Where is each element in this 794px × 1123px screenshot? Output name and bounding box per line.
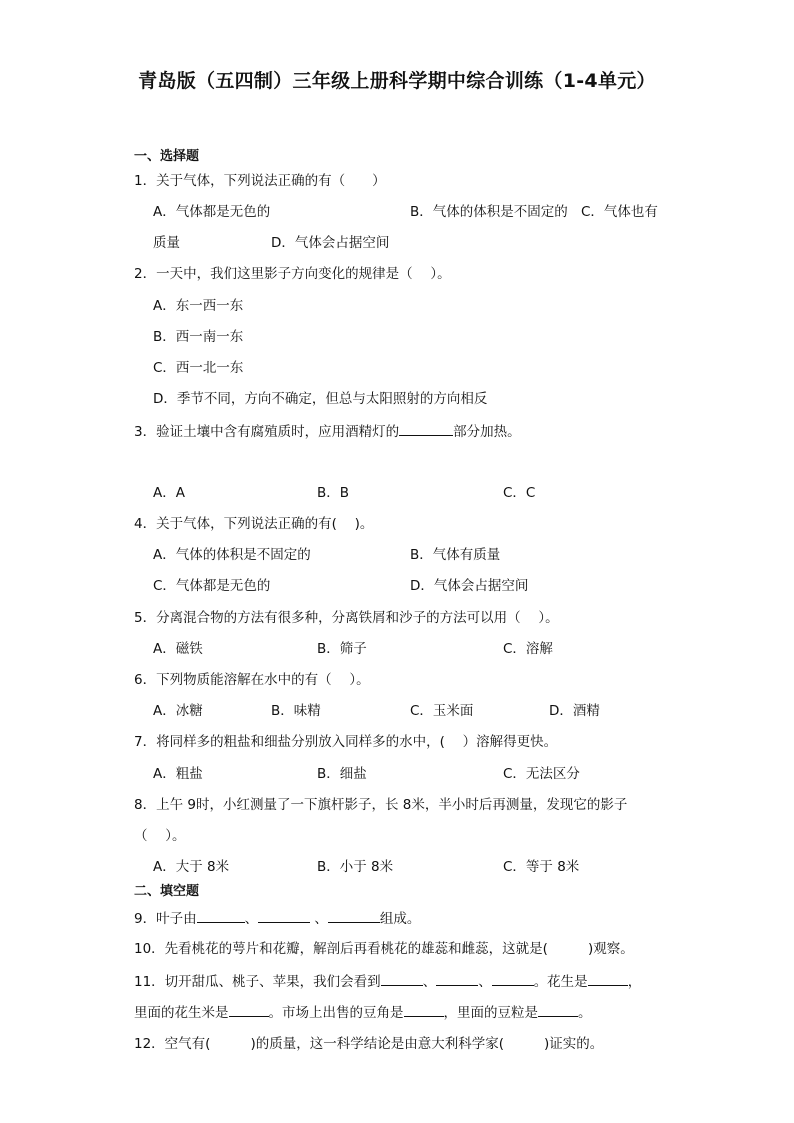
question-5-stem: 5．分离混合物的方法有很多种，分离铁屑和沙子的方法可以用（ ）。 (134, 610, 559, 626)
question-11-end: ， (627, 974, 642, 990)
question-9-sep: 、 (244, 911, 259, 927)
answer-blank[interactable] (381, 971, 423, 986)
question-12 (134, 1034, 603, 1054)
question-7-stem: 7．将同样多的粗盐和细盐分别放入同样多的水中，( ）溶解得更快。 (134, 734, 558, 750)
question-3-option-c: C．C (503, 485, 536, 501)
question-5-option-b: B．筛子 (317, 641, 367, 657)
question-8-option-c: C．等于 8米 (503, 859, 580, 875)
question-11-end: 。 (578, 1005, 592, 1021)
question-11-mid: 。花生是 (533, 974, 588, 990)
page-title: 青岛版（五四制）三年级上册科学期中综合训练（1-4单元） (138, 70, 656, 92)
question-4-option-d: D．气体会占据空间 (410, 578, 529, 594)
question-1-option-a: A．气体都是无色的 (153, 204, 271, 220)
question-2-option-b: B．西一南一东 (153, 329, 244, 345)
question-11-line-2 (134, 1002, 592, 1023)
question-6-option-a: A．冰糖 (153, 703, 203, 719)
answer-blank[interactable] (436, 971, 478, 986)
question-6-option-b: B．味精 (271, 703, 321, 719)
question-3-stem (134, 421, 521, 442)
question-11-mid: ，里面的豆粒是 (443, 1005, 538, 1021)
question-10-pre: 10．先看桃花的萼片和花瓣，解剖后再看桃花的雄蕊和雌蕊，这就是( (134, 941, 548, 957)
question-12-pre: 12．空气有( (134, 1036, 211, 1052)
question-4-option-c: C．气体都是无色的 (153, 578, 271, 594)
section-heading-fill: 二、填空题 (134, 884, 200, 899)
question-6-stem: 6．下列物质能溶解在水中的有（ ）。 (134, 672, 370, 688)
question-2-option-d: D．季节不同，方向不确定，但总与太阳照射的方向相反 (153, 391, 488, 407)
question-6-option-c: C．玉米面 (410, 703, 474, 719)
question-8-option-b: B．小于 8米 (317, 859, 394, 875)
question-7-option-b: B．细盐 (317, 766, 367, 782)
section-heading-choice: 一、选择题 (134, 149, 200, 164)
question-1-stem: 1．关于气体，下列说法正确的有（ ） (134, 173, 386, 189)
question-2-option-a: A．东一西一东 (153, 298, 244, 314)
question-9-post: 组成。 (379, 911, 421, 927)
question-1-option-b: B．气体的体积是不固定的 (410, 204, 568, 220)
question-11-mid: 。市场上出售的豆角是 (268, 1005, 404, 1021)
question-2-stem: 2．一天中，我们这里影子方向变化的规律是（ ）。 (134, 266, 451, 282)
question-9 (134, 908, 420, 929)
question-7-option-a: A．粗盐 (153, 766, 203, 782)
question-9-sep: 、 (310, 911, 328, 927)
question-1-option-c-cont: 质量 (153, 235, 180, 251)
question-5-option-c: C．溶解 (503, 641, 553, 657)
question-10-post: )观察。 (587, 941, 634, 957)
answer-blank[interactable] (328, 908, 380, 923)
answer-blank[interactable] (258, 908, 310, 923)
question-8-stem-cont: （ ）。 (134, 828, 186, 844)
answer-blank[interactable] (492, 971, 534, 986)
answer-blank[interactable] (404, 1002, 444, 1017)
answer-blank[interactable] (399, 421, 453, 436)
question-11-line-1 (134, 971, 641, 992)
answer-blank[interactable] (538, 1002, 578, 1017)
question-10 (134, 939, 634, 959)
question-12-mid: )的质量，这一科学结论是由意大利科学家( (250, 1036, 504, 1052)
question-6-option-d: D．酒精 (549, 703, 600, 719)
answer-blank[interactable] (197, 908, 245, 923)
question-3-option-a: A．A (153, 485, 185, 501)
question-9-pre: 9．叶子由 (134, 911, 197, 927)
question-8-stem: 8．上午 9时，小红测量了一下旗杆影子，长 8米，半小时后再测量，发现它的影子 (134, 797, 628, 813)
question-3-option-b: B．B (317, 485, 350, 501)
question-4-option-a: A．气体的体积是不固定的 (153, 547, 311, 563)
question-4-stem: 4．关于气体，下列说法正确的有( )。 (134, 516, 374, 532)
question-3-stem-post: 部分加热。 (453, 424, 521, 440)
answer-blank[interactable] (588, 971, 628, 986)
question-11-sep: 、 (422, 974, 437, 990)
question-7-option-c: C．无法区分 (503, 766, 580, 782)
answer-blank[interactable] (229, 1002, 269, 1017)
question-5-option-a: A．磁铁 (153, 641, 203, 657)
question-1-option-c: C．气体也有 (581, 204, 658, 220)
question-1-option-d: D．气体会占据空间 (271, 235, 390, 251)
question-11-pre: 11．切开甜瓜、桃子、苹果，我们会看到 (134, 974, 381, 990)
question-11-pre: 里面的花生米是 (134, 1005, 229, 1021)
question-12-post: )证实的。 (544, 1036, 604, 1052)
question-3-stem-pre: 3．验证土壤中含有腐殖质时，应用酒精灯的 (134, 424, 400, 440)
question-2-option-c: C．西一北一东 (153, 360, 244, 376)
question-4-option-b: B．气体有质量 (410, 547, 501, 563)
question-8-option-a: A．大于 8米 (153, 859, 230, 875)
question-11-sep: 、 (478, 974, 492, 990)
